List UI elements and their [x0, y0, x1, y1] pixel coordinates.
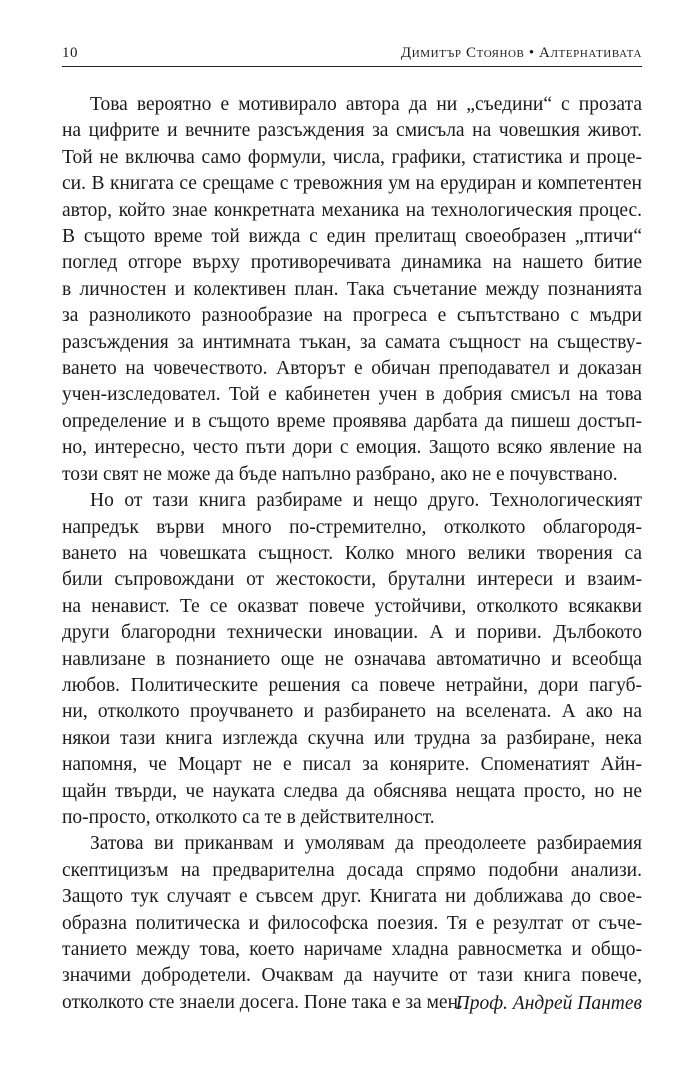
text-line: Но от тази книга разбираме и нещо друго. Технологическият [90, 490, 642, 512]
text-line: но, интересно, често пъти дори с емоция. Защото всяко явление на [62, 437, 642, 459]
text-line: навлизане в познанието още не означава автоматично и всеобща [62, 648, 642, 670]
text-line: други благородни технически иновации. А и пориви. Дълбокото [62, 622, 642, 644]
text-line: В същото време той вижда с един прелитащ своеобразен „птичи“ [62, 226, 642, 248]
text-line: си. В книгата се срещаме с тревожния ум на ерудиран и компетентен [62, 173, 642, 195]
paragraph [62, 488, 642, 831]
text-line: Затова ви приканвам и умолявам да преодолеете разбираемия [90, 833, 642, 855]
paragraph [62, 92, 642, 488]
text-line: скептицизъм на предварителна досада спрямо подобни анализи. [62, 859, 642, 881]
body-text [62, 92, 642, 1016]
text-line: ването на човечеството. Авторът е обичан преподавател и доказан [62, 358, 642, 380]
text-line: на ненавист. Те се оказват повече устойчиви, отколкото всякакви [62, 595, 642, 617]
text-line: някои тази книга изглежда скучна или трудна за разбиране, нека [62, 727, 642, 749]
signature: Проф. Андрей Пантев [455, 993, 642, 1014]
text-line: били съпровождани от жестокости, брутални интереси и взаим- [62, 569, 642, 591]
text-line: напомня, че Моцарт не е писал за конярите. Споменатият Айн- [62, 754, 642, 776]
text-line: любов. Политическите решения са повече нетрайни, дори пагуб- [62, 674, 642, 696]
text-line: танието между това, което наричаме хладна равносметка и общо- [62, 939, 642, 960]
running-head: Димитър Стоянов • Алтернативата [400, 45, 642, 61]
text-line: за разноликото разнообразие на прогреса е съпътствано с мъдри [62, 305, 642, 327]
text-line: Той не включва само формули, числа, графики, статистика и проце- [62, 146, 642, 168]
text-line: определение и в същото време проявява дарбата да пишеш достъп- [62, 410, 642, 432]
text-line: отколкото сте знаели досега. Поне така е за мен. [62, 991, 463, 1013]
text-line: този свят не може да бъде напълно разбрано, ако не е почувствано. [62, 463, 618, 485]
text-line: Защото тук случаят е съвсем друг. Книгата ни доближава до свое- [62, 886, 642, 908]
text-line: разсъждения за интимната тъкан, за самата същност на съществу- [62, 331, 642, 353]
text-line: поглед отгоре върху противоречивата динамика на нашето битие [62, 252, 642, 274]
text-line: в личностен и колективен план. Така съчетание между познанията [62, 278, 642, 300]
text-line: ването на човешката същност. Колко много велики творения са [62, 542, 642, 564]
page-header [62, 42, 642, 67]
text-line: Това вероятно е мотивирало автора да ни „съедини“ с прозата [90, 94, 642, 115]
text-line: по-просто, отколкото са те в действителност. [62, 806, 435, 828]
text-line: учен-изследовател. Той е кабинетен учен в добрия смисъл на това [62, 384, 642, 406]
paragraph [62, 831, 642, 1016]
text-line: образна политическа и философска поезия. Тя е резултат от съче- [62, 912, 642, 934]
text-line: значими добродетели. Очаквам да научите от тази книга повече, [62, 965, 642, 987]
text-line: напредък върви много по-стремително, отколкото облагородя- [62, 516, 642, 538]
text-line: автор, който знае конкретната механика на технологическия процес. [62, 199, 642, 221]
page-number: 10 [62, 45, 78, 61]
text-line: ни, отколкото проучването и разбирането на вселената. А ако на [62, 701, 642, 723]
text-line: щайн твърди, че науката следва да обяснява нещата просто, но не [62, 780, 642, 802]
text-line: на цифрите и вечните разсъждения за смисъла на човешкия живот. [62, 120, 642, 142]
